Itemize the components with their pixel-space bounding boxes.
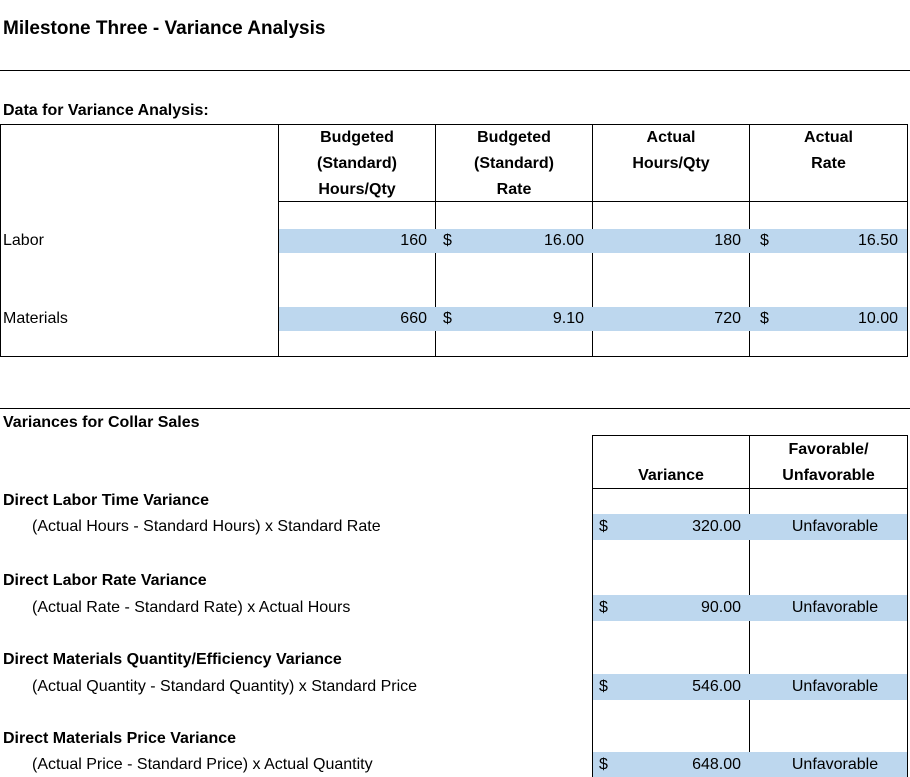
variance-currency: $ [599, 599, 608, 616]
variance-formula: (Actual Hours - Standard Hours) x Standard Rate [32, 518, 381, 535]
labor-actual-hours: 180 [714, 232, 741, 249]
variance-section-divider [0, 408, 910, 409]
variance-value: 90.00 [700, 599, 741, 616]
variance-status: Unfavorable [791, 756, 879, 773]
variance-status: Unfavorable [791, 599, 879, 616]
materials-actual-rate-currency: $ [760, 310, 769, 327]
title-divider [0, 70, 910, 71]
header-line: Actual [646, 129, 696, 146]
header-line: Budgeted [320, 129, 394, 146]
header-line: Actual [804, 129, 853, 146]
header-line: Favorable/ [788, 441, 869, 458]
header-line: Hours/Qty [632, 155, 710, 172]
variance-name: Direct Materials Price Variance [3, 730, 237, 747]
header-line: (Standard) [317, 155, 397, 172]
data-section-heading: Data for Variance Analysis: [3, 102, 209, 119]
variance-section-heading: Variances for Collar Sales [3, 414, 200, 431]
data-table-right-border [907, 124, 908, 357]
page-title: Milestone Three - Variance Analysis [3, 18, 326, 39]
row-label-labor: Labor [3, 232, 44, 249]
variance-status: Unfavorable [791, 678, 879, 695]
data-table-bottom-border [0, 356, 908, 357]
header-budgeted-rate [436, 125, 592, 203]
header-line: Hours/Qty [318, 181, 396, 198]
header-actual-hours [593, 125, 749, 177]
variance-name: Direct Materials Quantity/Efficiency Variance [3, 651, 342, 668]
labor-actual-rate: 16.50 [857, 232, 898, 249]
variance-currency: $ [599, 678, 608, 695]
header-line: Rate [496, 181, 532, 198]
variance-value: 320.00 [692, 518, 741, 535]
variance-currency: $ [599, 518, 608, 535]
header-line: Budgeted [477, 129, 551, 146]
row-label-materials: Materials [3, 310, 68, 327]
variance-value: 546.00 [692, 678, 741, 695]
header-actual-rate [750, 125, 907, 177]
variance-formula: (Actual Price - Standard Price) x Actual Quantity [32, 756, 373, 773]
variance-name: Direct Labor Rate Variance [3, 572, 207, 589]
materials-budgeted-rate-currency: $ [443, 310, 452, 327]
materials-actual-rate: 10.00 [857, 310, 898, 327]
labor-budgeted-rate-currency: $ [443, 232, 452, 249]
materials-budgeted-rate: 9.10 [552, 310, 584, 327]
header-line: Unfavorable [782, 467, 875, 484]
header-variance: Variance [638, 467, 704, 484]
header-line: Rate [811, 155, 846, 172]
labor-budgeted-hours: 160 [400, 232, 427, 249]
data-table-left-border [0, 124, 1, 357]
variance-formula: (Actual Rate - Standard Rate) x Actual Hours [32, 599, 351, 616]
labor-actual-rate-currency: $ [760, 232, 769, 249]
header-line: (Standard) [474, 155, 554, 172]
variance-currency: $ [599, 756, 608, 773]
labor-budgeted-rate: 16.00 [543, 232, 584, 249]
variance-value: 648.00 [692, 756, 741, 773]
header-budgeted-hours [279, 125, 435, 203]
variance-name: Direct Labor Time Variance [3, 492, 210, 509]
materials-actual-hours: 720 [714, 310, 741, 327]
header-favorable-unfavorable [750, 437, 907, 489]
variance-table-top-border [592, 435, 908, 436]
variance-status: Unfavorable [791, 518, 879, 535]
materials-budgeted-hours: 660 [400, 310, 427, 327]
variance-formula: (Actual Quantity - Standard Quantity) x Standard Price [32, 678, 418, 695]
